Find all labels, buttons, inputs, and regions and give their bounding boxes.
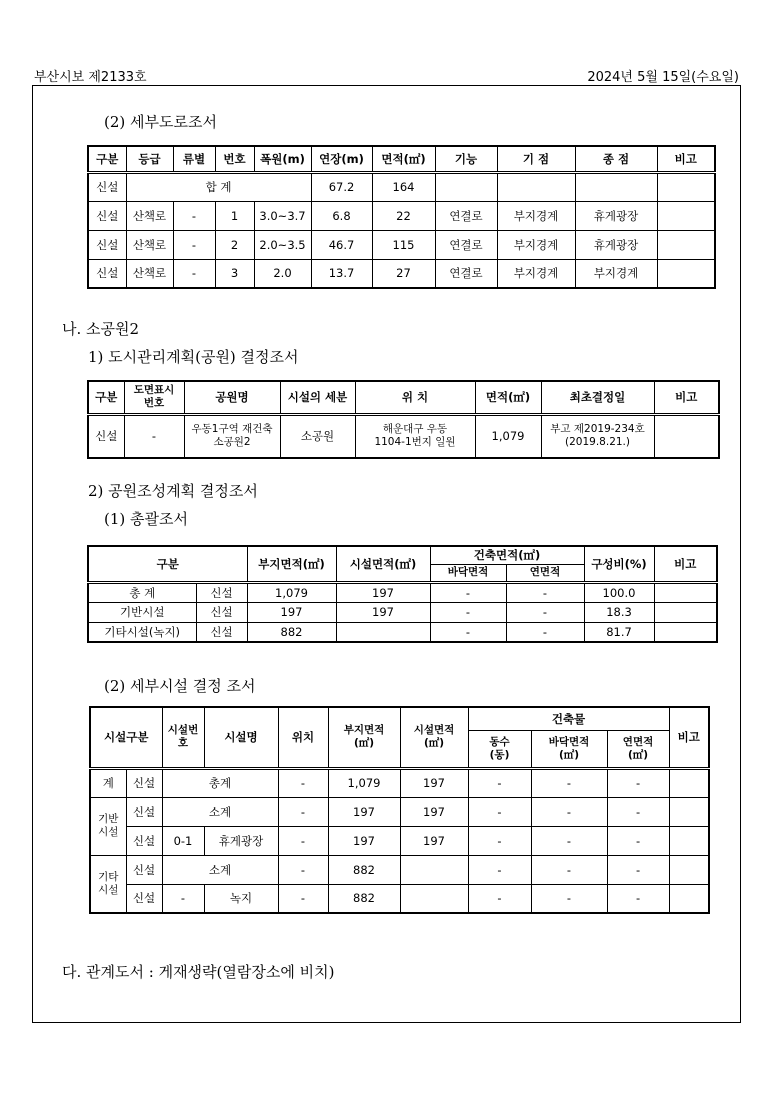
park-table — [87, 380, 720, 459]
cell: - — [531, 855, 607, 884]
cell: - — [607, 797, 669, 826]
cell: - — [468, 855, 531, 884]
total-label: 합 계 — [126, 172, 311, 201]
cell: - — [607, 768, 669, 797]
cell: 휴게광장 — [575, 230, 657, 259]
col-header: 최초결정일 — [541, 381, 654, 414]
cell: 산책로 — [126, 201, 173, 230]
cell: 녹지 — [204, 884, 278, 913]
cell: 13.7 — [311, 259, 372, 288]
col-header: 부지면적 (㎡) — [328, 707, 400, 768]
cell: 164 — [372, 172, 435, 201]
cell: 해운대구 우동 1104-1번지 일원 — [355, 414, 475, 458]
cell — [657, 230, 715, 259]
table-row — [90, 797, 709, 826]
cell: 18.3 — [584, 602, 654, 622]
cell: 신설 — [196, 622, 247, 642]
cell — [669, 797, 709, 826]
cell: - — [506, 602, 584, 622]
section-na: 나. 소공원2 — [62, 320, 140, 338]
table-row — [88, 414, 719, 458]
table-row — [90, 855, 709, 884]
col-header: 부지면적(㎡) — [247, 546, 336, 582]
cell: - — [173, 230, 215, 259]
col-header: 연면적 (㎡) — [607, 730, 669, 768]
cell: - — [278, 884, 328, 913]
cell: 197 — [336, 582, 430, 602]
col-header: 비고 — [654, 546, 717, 582]
cell: 2.0~3.5 — [254, 230, 311, 259]
cell: 부지경계 — [575, 259, 657, 288]
table-row — [88, 201, 715, 230]
cell — [669, 768, 709, 797]
col-header: 류별 — [173, 146, 215, 172]
cell: 신설 — [88, 230, 126, 259]
col-header: 구분 — [88, 546, 247, 582]
table-row — [88, 259, 715, 288]
col-header: 구분 — [88, 381, 124, 414]
col-header: 위 치 — [355, 381, 475, 414]
cell: 2.0 — [254, 259, 311, 288]
cell: - — [506, 622, 584, 642]
cell: - — [607, 826, 669, 855]
cell: 22 — [372, 201, 435, 230]
cell: 산책로 — [126, 230, 173, 259]
table-row — [88, 172, 715, 201]
cell: 우동1구역 재건축 소공원2 — [184, 414, 280, 458]
cell — [657, 259, 715, 288]
cell: 100.0 — [584, 582, 654, 602]
cell: 신설 — [126, 826, 162, 855]
cell: 부고 제2019-234호 (2019.8.21.) — [541, 414, 654, 458]
cell: 휴게광장 — [204, 826, 278, 855]
cell: 연결로 — [435, 201, 497, 230]
cell — [400, 855, 468, 884]
cell: 신설 — [88, 201, 126, 230]
col-header: 위치 — [278, 707, 328, 768]
col-header: 바닥면적 (㎡) — [531, 730, 607, 768]
col-header: 시설의 세분 — [280, 381, 355, 414]
cell: - — [607, 884, 669, 913]
cell: 휴게광장 — [575, 201, 657, 230]
cell: - — [531, 768, 607, 797]
group-label: 기반 시설 — [90, 797, 126, 855]
col-header: 시설명 — [204, 707, 278, 768]
cell: 부지경계 — [497, 201, 575, 230]
cell: 3 — [215, 259, 254, 288]
cell: 6.8 — [311, 201, 372, 230]
cell: 2 — [215, 230, 254, 259]
cell: 0-1 — [162, 826, 204, 855]
cell: 1,079 — [475, 414, 541, 458]
cell: - — [468, 768, 531, 797]
cell: - — [531, 826, 607, 855]
cell: 3.0~3.7 — [254, 201, 311, 230]
cell: - — [278, 855, 328, 884]
table-row — [88, 230, 715, 259]
cell: 계 — [90, 768, 126, 797]
cell: 46.7 — [311, 230, 372, 259]
cell: 1,079 — [328, 768, 400, 797]
col-header: 연장(m) — [311, 146, 372, 172]
cell — [657, 201, 715, 230]
table-row — [88, 622, 717, 642]
cell: 소공원 — [280, 414, 355, 458]
table-row — [90, 768, 709, 797]
cell: 197 — [336, 602, 430, 622]
cell — [654, 582, 717, 602]
col-header: 면적(㎡) — [372, 146, 435, 172]
cell: 신설 — [88, 414, 124, 458]
cell: - — [278, 826, 328, 855]
cell: - — [468, 826, 531, 855]
table-row — [90, 884, 709, 913]
col-header: 건축물 — [468, 707, 669, 730]
col-header: 바닥면적 — [430, 564, 506, 582]
cell: - — [506, 582, 584, 602]
cell: - — [173, 259, 215, 288]
table-row — [90, 826, 709, 855]
col-header: 등급 — [126, 146, 173, 172]
cell: 연결로 — [435, 230, 497, 259]
col-header: 기능 — [435, 146, 497, 172]
cell: 197 — [328, 797, 400, 826]
section-road-detail: (2) 세부도로조서 — [104, 113, 217, 131]
cell: 197 — [400, 797, 468, 826]
col-header: 종 점 — [575, 146, 657, 172]
group-label: 기타 시설 — [90, 855, 126, 913]
col-header: 비고 — [669, 707, 709, 768]
cell: - — [430, 602, 506, 622]
cell: 연결로 — [435, 259, 497, 288]
col-header: 건축면적(㎡) — [430, 546, 584, 564]
cell: - — [468, 797, 531, 826]
cell: 신설 — [88, 259, 126, 288]
col-header: 번호 — [215, 146, 254, 172]
cell: 115 — [372, 230, 435, 259]
road-table — [87, 145, 716, 289]
col-header: 시설구분 — [90, 707, 162, 768]
table-row — [88, 582, 717, 602]
col-header: 연면적 — [506, 564, 584, 582]
cell: 기반시설 — [88, 602, 196, 622]
cell: 882 — [328, 855, 400, 884]
col-header: 시설면적 (㎡) — [400, 707, 468, 768]
cell — [400, 884, 468, 913]
table-row — [88, 602, 717, 622]
cell: 197 — [400, 826, 468, 855]
cell: - — [607, 855, 669, 884]
cell: - — [162, 884, 204, 913]
cell — [669, 826, 709, 855]
col-header: 동수 (동) — [468, 730, 531, 768]
section-2-1: (1) 총괄조서 — [104, 510, 188, 528]
col-header: 구성비(%) — [584, 546, 654, 582]
col-header: 폭원(m) — [254, 146, 311, 172]
cell: 신설 — [126, 768, 162, 797]
cell: 81.7 — [584, 622, 654, 642]
cell: - — [124, 414, 184, 458]
cell — [336, 622, 430, 642]
col-header: 비고 — [654, 381, 719, 414]
col-header: 도면표시 번호 — [124, 381, 184, 414]
cell: 27 — [372, 259, 435, 288]
cell: 1,079 — [247, 582, 336, 602]
cell: 부지경계 — [497, 230, 575, 259]
section-2: 2) 공원조성계획 결정조서 — [88, 482, 258, 500]
cell: 882 — [328, 884, 400, 913]
cell: - — [430, 622, 506, 642]
cell: 소계 — [162, 855, 278, 884]
cell — [669, 855, 709, 884]
cell: 총 계 — [88, 582, 196, 602]
cell: 신설 — [126, 797, 162, 826]
section-2-2: (2) 세부시설 결정 조서 — [104, 677, 256, 695]
cell: 부지경계 — [497, 259, 575, 288]
cell: 신설 — [126, 855, 162, 884]
col-header: 면적(㎡) — [475, 381, 541, 414]
cell: 신설 — [196, 602, 247, 622]
cell: 신설 — [196, 582, 247, 602]
cell: - — [468, 884, 531, 913]
cell: 67.2 — [311, 172, 372, 201]
cell — [654, 602, 717, 622]
cell: - — [531, 797, 607, 826]
section-da: 다. 관계도서 : 게재생략(열람장소에 비치) — [62, 963, 335, 981]
facility-table — [89, 706, 710, 914]
cell — [669, 884, 709, 913]
cell: 신설 — [126, 884, 162, 913]
cell: 1 — [215, 201, 254, 230]
cell: 197 — [400, 768, 468, 797]
header-publication: 부산시보 제2133호 — [34, 70, 147, 85]
cell: 산책로 — [126, 259, 173, 288]
cell: 소계 — [162, 797, 278, 826]
cell — [654, 622, 717, 642]
col-header: 구분 — [88, 146, 126, 172]
cell — [654, 414, 719, 458]
cell: 197 — [328, 826, 400, 855]
summary-table — [87, 545, 718, 643]
header-date: 2024년 5월 15일(수요일) — [587, 70, 739, 85]
cell: - — [278, 797, 328, 826]
cell: 신설 — [88, 172, 126, 201]
section-1: 1) 도시관리계획(공원) 결정조서 — [88, 348, 299, 366]
col-header: 시설면적(㎡) — [336, 546, 430, 582]
col-header: 기 점 — [497, 146, 575, 172]
cell: 총계 — [162, 768, 278, 797]
col-header: 시설번 호 — [162, 707, 204, 768]
cell: 197 — [247, 602, 336, 622]
cell: - — [278, 768, 328, 797]
col-header: 공원명 — [184, 381, 280, 414]
cell: - — [531, 884, 607, 913]
cell: 기타시설(녹지) — [88, 622, 196, 642]
col-header: 비고 — [657, 146, 715, 172]
cell: - — [173, 201, 215, 230]
cell: - — [430, 582, 506, 602]
cell: 882 — [247, 622, 336, 642]
